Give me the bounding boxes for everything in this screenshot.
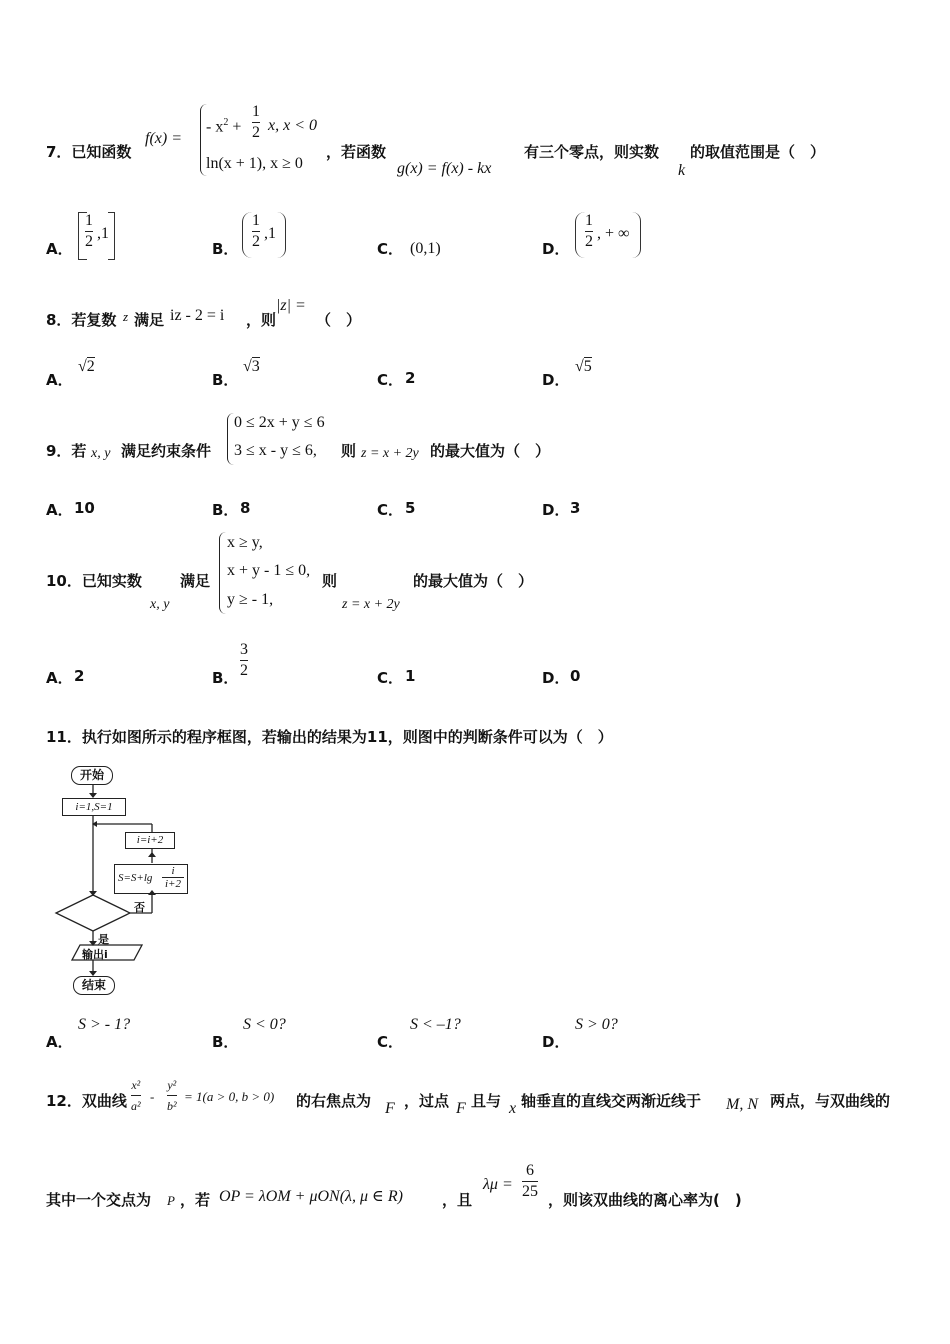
q9-prefix: 9．若	[46, 442, 87, 460]
q7-option-b-label: B．	[212, 240, 239, 258]
flow-update-s-frac: i i+2	[162, 865, 184, 890]
flow-update-s-label: S=S+lg	[118, 872, 153, 884]
q10-option-d-label: D．	[542, 669, 570, 687]
q10-option-d-value: 0	[570, 667, 581, 685]
q9-then: 则	[341, 442, 357, 460]
q12-line2-a: 其中一个交点为	[46, 1191, 152, 1209]
q8-end: （ ）	[316, 311, 362, 329]
q9-mid: 满足约束条件	[121, 442, 212, 460]
flow-update-i: i=i+2	[125, 832, 175, 849]
q11-option-b-value: S < 0?	[243, 1016, 286, 1033]
q12-line2-b: ，若	[180, 1191, 211, 1209]
q11-option-d-value: S > 0?	[575, 1016, 618, 1033]
q8-mid: 满足	[134, 311, 165, 329]
q8-abs: |z| =	[276, 297, 306, 314]
q12-lambda-mu: λμ =	[483, 1176, 513, 1193]
q11-option-c-label: C．	[377, 1033, 404, 1051]
flow-yes-label: 是	[98, 933, 109, 946]
q7-case1: - $x^2$ +	[206, 117, 242, 136]
q12-line2-c: ，且	[442, 1191, 473, 1209]
q7-case1-frac: $\frac{1}{2}$	[252, 103, 260, 141]
q10-option-c-value: 1	[405, 667, 416, 685]
q12-t2: ，过点	[404, 1092, 450, 1110]
q9-option-d-value: 3	[570, 499, 581, 517]
q10-option-b-label: B．	[212, 669, 239, 687]
q7-fx: f(x) =	[145, 130, 182, 147]
q12-lambda-mu-frac: $\frac{6}{25}$	[522, 1162, 538, 1200]
q7-option-d-label: D．	[542, 240, 570, 258]
q8-equation: iz - 2 = i	[170, 307, 225, 324]
q8-option-a-value: √2	[78, 358, 95, 375]
q9-option-a-value: 10	[74, 499, 95, 517]
q12-prefix: 12．双曲线	[46, 1092, 127, 1110]
q11-option-c-value: S < –1?	[410, 1016, 461, 1033]
q7-option-c-label: C．	[377, 240, 404, 258]
q9-constraint-1: 0 ≤ 2x + y ≤ 6	[234, 414, 325, 431]
q10-brace	[219, 532, 226, 614]
q9-option-d-label: D．	[542, 501, 570, 519]
q7-case2: ln(x + 1), x ≥ 0	[206, 155, 303, 172]
q7-prefix: 7．已知函数	[46, 143, 132, 161]
q12-vector-eq: OP = λOM + μON(λ, μ ∈ R)	[219, 1188, 403, 1205]
q7-option-a-right-bracket	[108, 212, 115, 260]
q9-option-b-label: B．	[212, 501, 239, 519]
q10-xy: x, y	[150, 597, 170, 612]
q7-option-c-value: (0,1)	[410, 240, 441, 257]
q11-option-b-label: B．	[212, 1033, 239, 1051]
q9-objective: z = x + 2y	[361, 446, 419, 461]
q8-option-d-value: √5	[575, 358, 592, 375]
q7-option-d-rest: , + ∞	[597, 225, 630, 242]
q10-then: 则	[322, 572, 338, 590]
q12-t4: 轴垂直的直线交两渐近线于	[521, 1092, 702, 1110]
q10-option-a-label: A．	[46, 669, 73, 687]
q12-t1: 的右焦点为	[296, 1092, 372, 1110]
q10-constraint-2: x + y - 1 ≤ 0,	[227, 562, 311, 579]
q12-P: P	[167, 1193, 175, 1208]
q11-option-d-label: D．	[542, 1033, 570, 1051]
q8-option-b-label: B．	[212, 371, 239, 389]
q9-option-b-value: 8	[240, 499, 251, 517]
q8-then: ，则	[246, 311, 277, 329]
flow-end: 结束	[73, 976, 115, 995]
q10-constraint-1: x ≥ y,	[227, 534, 263, 551]
q11-option-a-label: A．	[46, 1033, 73, 1051]
q12-F2: F	[456, 1100, 466, 1117]
q8-option-d-label: D．	[542, 371, 570, 389]
q11-text: 11．执行如图所示的程序框图，若输出的结果为11，则图中的判断条件可以为（ ）	[46, 728, 613, 746]
q7-option-b-right-paren	[277, 212, 286, 258]
q8-prefix: 8．若复数	[46, 311, 117, 329]
flow-update-s	[114, 864, 188, 894]
q8-option-b-value: √3	[243, 358, 260, 375]
q9-end: 的最大值为（ ）	[430, 442, 551, 460]
q7-mid: ，若函数	[326, 143, 387, 161]
q12-F1: F	[385, 1100, 395, 1117]
q9-xy: x, y	[91, 446, 111, 461]
q7-option-b-frac: $\frac{1}{2}$	[252, 212, 260, 250]
q12-line2-d: ，则该双曲线的离心率为( )	[548, 1191, 742, 1209]
q9-option-c-value: 5	[405, 499, 416, 517]
q9-option-c-label: C．	[377, 501, 404, 519]
q12-x: x	[509, 1100, 517, 1117]
q7-option-a-frac: $\frac{1}{2}$	[85, 212, 93, 250]
flow-init: i=1,S=1	[62, 798, 126, 816]
q7-option-d-right-paren	[632, 212, 641, 258]
q7-option-d-frac: $\frac{1}{2}$	[585, 212, 593, 250]
q9-constraint-2: 3 ≤ x - y ≤ 6,	[234, 442, 317, 459]
q7-end: 的取值范围是（ ）	[690, 143, 826, 161]
q10-prefix: 10．已知实数	[46, 572, 142, 590]
q10-constraint-3: y ≥ - 1,	[227, 591, 274, 608]
q12-minus: -	[150, 1089, 155, 1104]
q10-option-c-label: C．	[377, 669, 404, 687]
flowchart	[48, 760, 208, 1000]
q11-option-a-value: S > - 1?	[78, 1016, 131, 1033]
q7-case1-rest: x, x < 0	[268, 117, 317, 134]
q7-k: k	[678, 162, 686, 179]
q12-t5: 两点，与双曲线的	[770, 1092, 891, 1110]
q7-gx: g(x) = f(x) - kx	[397, 160, 492, 177]
q12-frac-x: $\frac{\text{x²}}{\text{a²}}$	[131, 1078, 141, 1113]
q9-brace	[227, 413, 234, 465]
q8-z: z	[123, 309, 129, 324]
q10-option-b-frac: $\frac{3}{2}$	[240, 641, 248, 679]
q10-objective: z = x + 2y	[342, 597, 400, 612]
q8-option-a-label: A．	[46, 371, 73, 389]
q9-option-a-label: A．	[46, 501, 73, 519]
flow-start: 开始	[71, 766, 113, 785]
flow-no-label: 否	[134, 901, 145, 914]
q7-option-a-rest: ,1	[97, 225, 109, 242]
q12-t3: 且与	[471, 1092, 502, 1110]
q7-option-b-rest: ,1	[264, 225, 276, 242]
q12-MN: M, N	[726, 1096, 758, 1113]
q7-tail: 有三个零点，则实数	[524, 143, 660, 161]
q12-condition: = 1(a > 0, b > 0)	[184, 1089, 275, 1104]
q12-frac-y: $\frac{\text{y²}}{\text{b²}}$	[167, 1078, 177, 1113]
flow-output: 输出i	[82, 948, 108, 961]
q10-end: 的最大值为（ ）	[413, 572, 534, 590]
q8-option-c-label: C．	[377, 371, 404, 389]
q10-option-a-value: 2	[74, 667, 85, 685]
q7-option-a-label: A．	[46, 240, 73, 258]
q10-mid: 满足	[180, 572, 211, 590]
q8-option-c-value: 2	[405, 369, 416, 387]
